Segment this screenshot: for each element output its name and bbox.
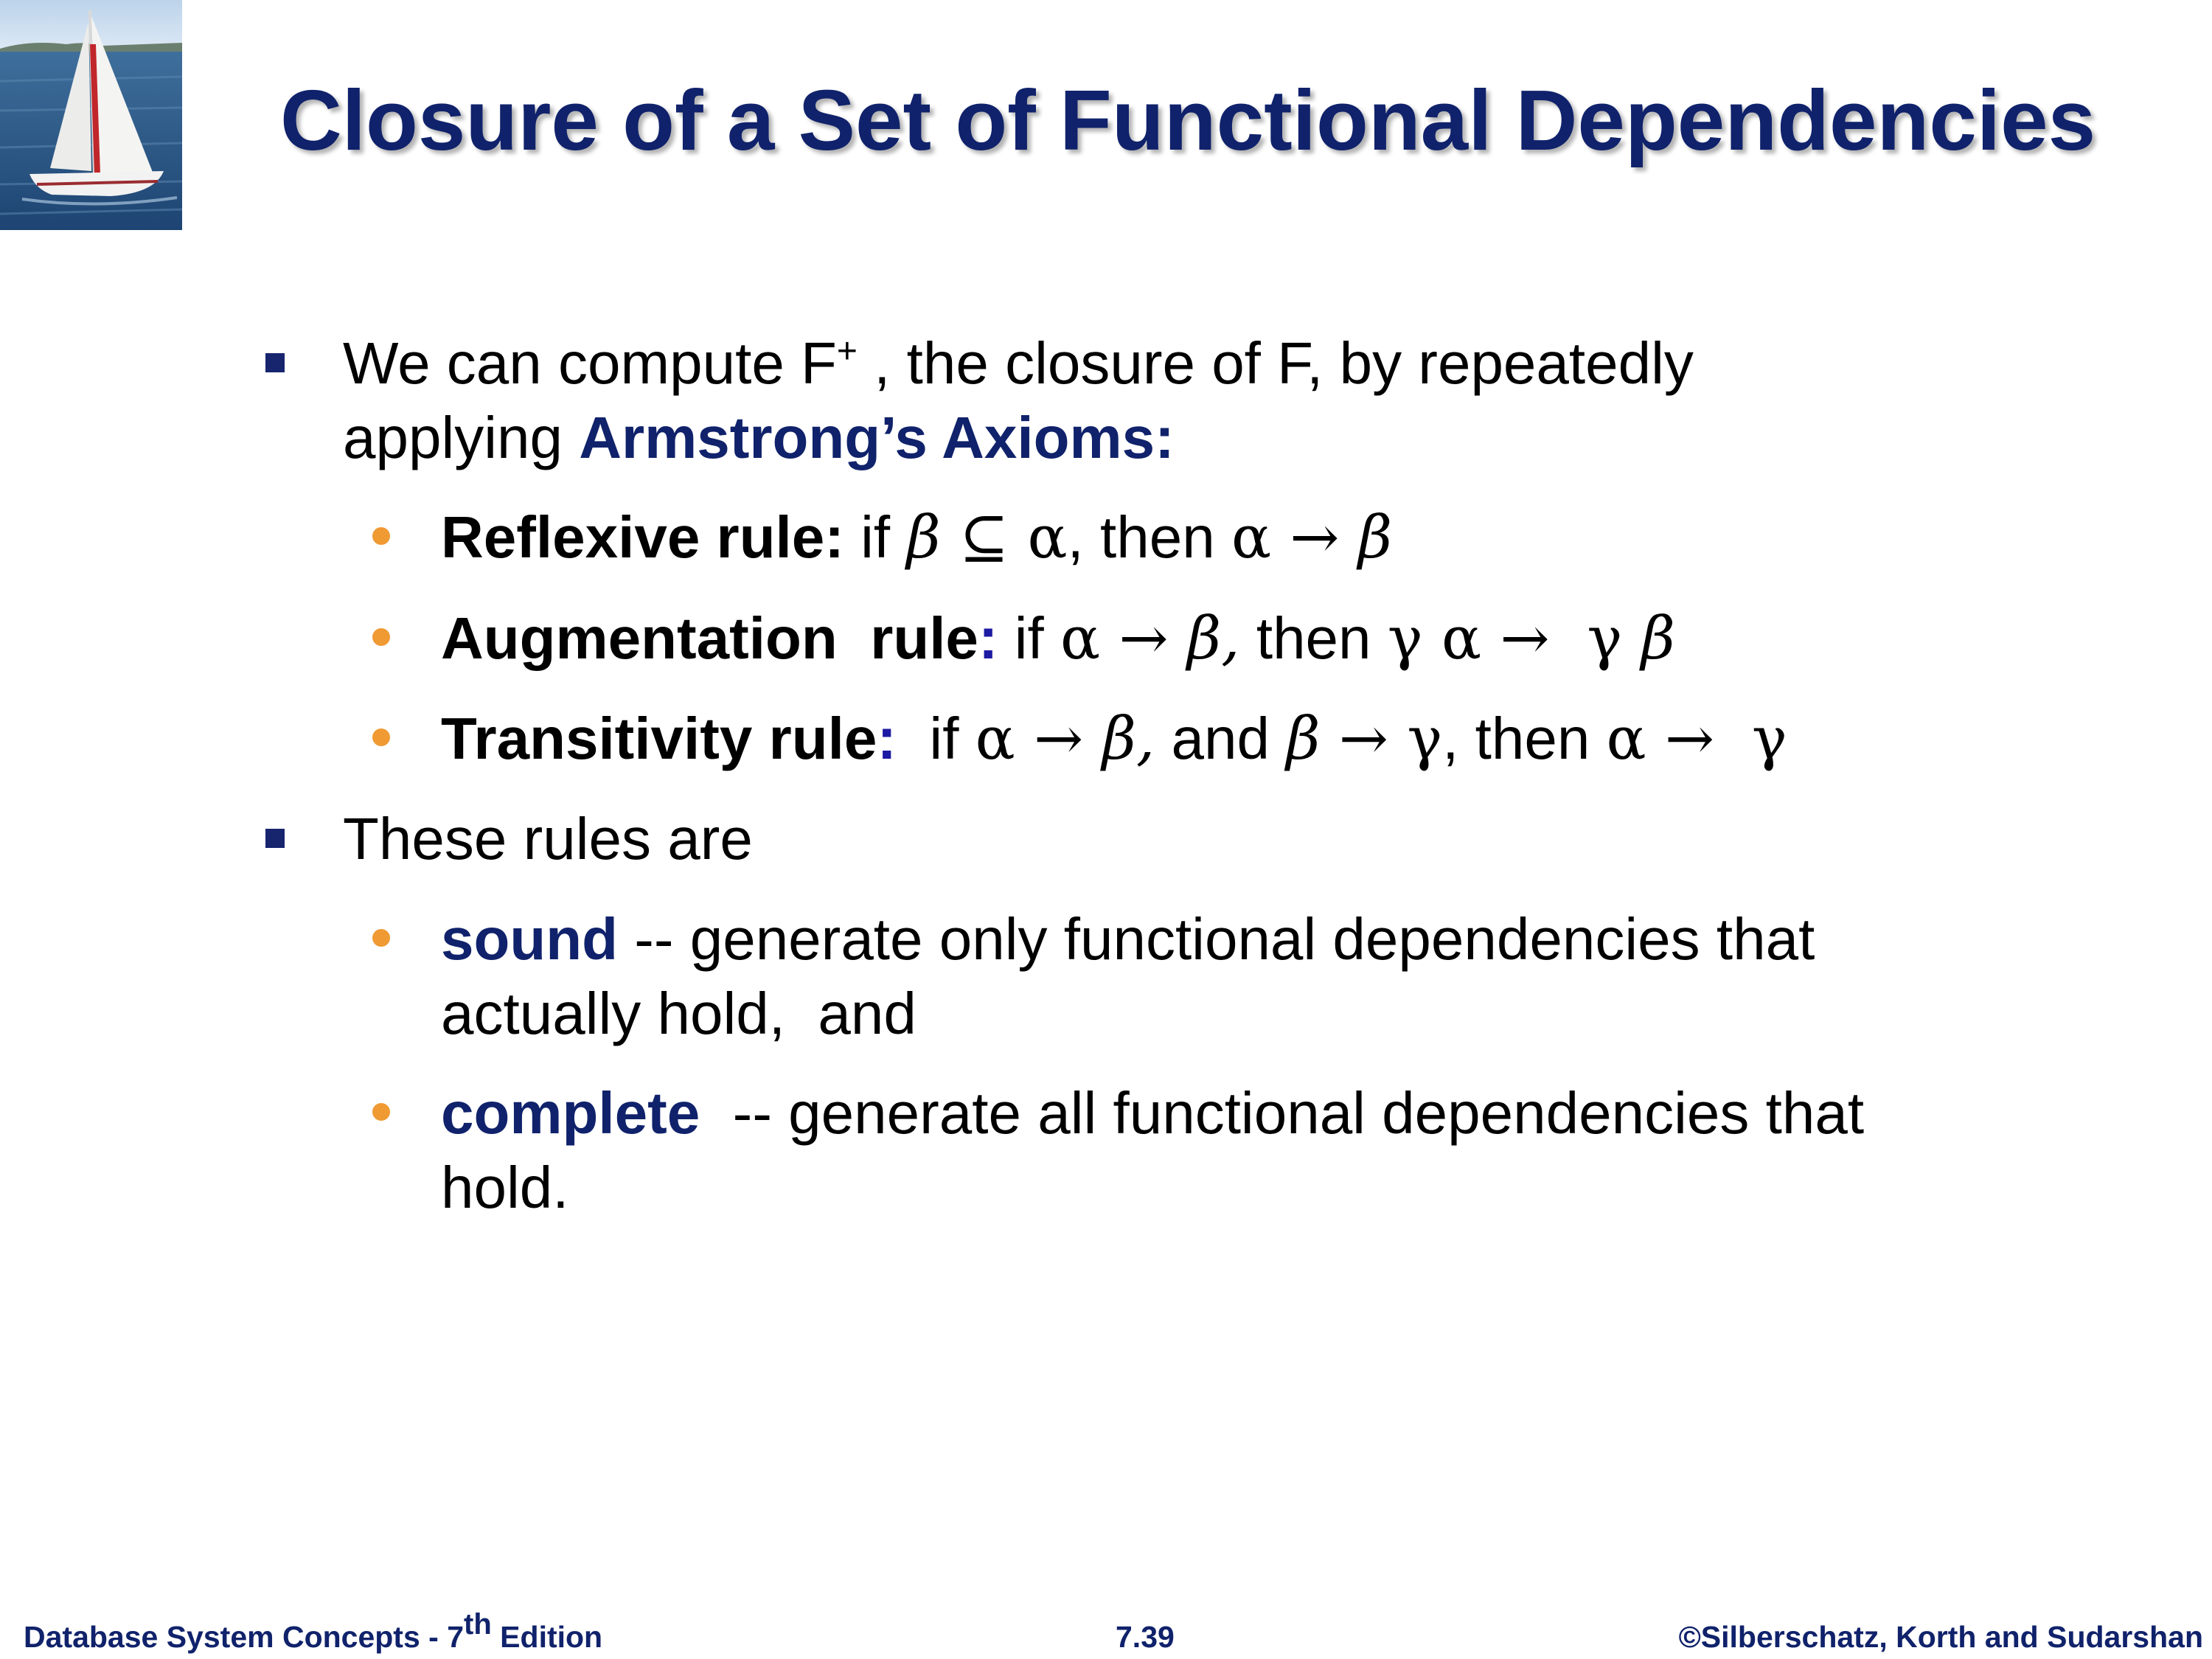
arrow-symbol: →	[1320, 704, 1408, 773]
augmentation-rule	[441, 601, 1675, 675]
orange-bullet-icon	[372, 628, 390, 646]
alpha-symbol: α	[975, 704, 1015, 773]
square-bullet-icon	[265, 353, 285, 372]
rule-colon: :	[978, 605, 998, 671]
item-text: hold.	[441, 1155, 569, 1220]
complete-keyword: complete	[441, 1080, 700, 1146]
rule-text: if	[896, 706, 975, 771]
rule-colon: :	[877, 706, 897, 771]
item-text: actually hold, and	[441, 981, 917, 1046]
gamma-symbol: γ	[1751, 704, 1787, 773]
orange-bullet-icon	[372, 929, 390, 947]
beta-symbol: β	[1286, 704, 1321, 773]
beta-symbol: β,	[1186, 604, 1240, 672]
rule-text: , then	[1067, 504, 1231, 570]
armstrongs-axioms-highlight: Armstrong’s Axioms:	[579, 405, 1175, 470]
rule-label: Reflexive rule:	[441, 504, 844, 570]
complete-item	[441, 1076, 1864, 1225]
arrow-symbol: →	[1015, 704, 1102, 773]
rule-text: if	[998, 605, 1060, 671]
footer	[0, 1608, 2212, 1659]
square-bullet-icon	[265, 829, 285, 848]
item-text: -- generate only functional dependencies that	[617, 906, 1815, 972]
alpha-symbol: α	[1027, 503, 1068, 571]
gamma-symbol: γ	[1407, 704, 1443, 773]
rule-text: then	[1239, 605, 1388, 671]
sound-item	[441, 902, 1815, 1051]
rule-text: , then	[1442, 706, 1607, 771]
bullet-these-rules	[343, 801, 753, 876]
bullet-compute-closure	[343, 326, 1694, 475]
alpha-symbol: α	[1606, 704, 1646, 773]
arrow-symbol: →	[1646, 704, 1752, 773]
rule-label: Transitivity rule	[441, 706, 877, 771]
orange-bullet-icon	[372, 527, 390, 545]
copyright: ©Silberschatz, Korth and Sudarshan	[1678, 1620, 2203, 1654]
slide-title: Closure of a Set of Functional Dependencies	[280, 72, 2096, 168]
bullet-text: applying	[343, 405, 580, 470]
bullet-text: These rules are	[343, 806, 753, 872]
transitivity-rule	[441, 701, 1787, 776]
gamma-alpha-symbol: γ α	[1387, 604, 1482, 672]
item-text: -- generate all functional dependencies that	[700, 1080, 1865, 1146]
arrow-symbol: →	[1481, 604, 1568, 672]
footer-superscript: th	[464, 1608, 492, 1641]
beta-symbol: β	[1641, 604, 1675, 672]
rule-text: if	[844, 504, 907, 570]
footer-text: Database System Concepts - 7	[24, 1620, 465, 1654]
alpha-symbol: α	[1231, 503, 1271, 571]
sailboat-logo-image	[0, 0, 182, 230]
rule-label: Augmentation rule	[441, 605, 978, 671]
beta-symbol: β	[1357, 503, 1393, 571]
rule-text: and	[1155, 706, 1287, 771]
bullet-text: , the closure of F, by repeatedly	[857, 330, 1694, 396]
subset-symbol: ⊆	[940, 503, 1028, 571]
page-number: 7.39	[1116, 1620, 1175, 1654]
alpha-symbol: α	[1060, 604, 1101, 672]
sound-keyword: sound	[441, 906, 618, 972]
orange-bullet-icon	[372, 728, 390, 746]
arrow-symbol: →	[1270, 503, 1358, 571]
arrow-symbol: →	[1100, 604, 1187, 672]
gamma-symbol: γ	[1568, 604, 1641, 672]
beta-symbol: β,	[1102, 704, 1155, 773]
plus-superscript: +	[836, 332, 858, 371]
footer-text: Edition	[491, 1620, 603, 1654]
bullet-text: We can compute F	[343, 330, 837, 396]
reflexive-rule	[441, 500, 1392, 574]
orange-bullet-icon	[372, 1103, 390, 1121]
beta-symbol: β	[906, 503, 941, 571]
footer-book-title	[24, 1608, 603, 1659]
